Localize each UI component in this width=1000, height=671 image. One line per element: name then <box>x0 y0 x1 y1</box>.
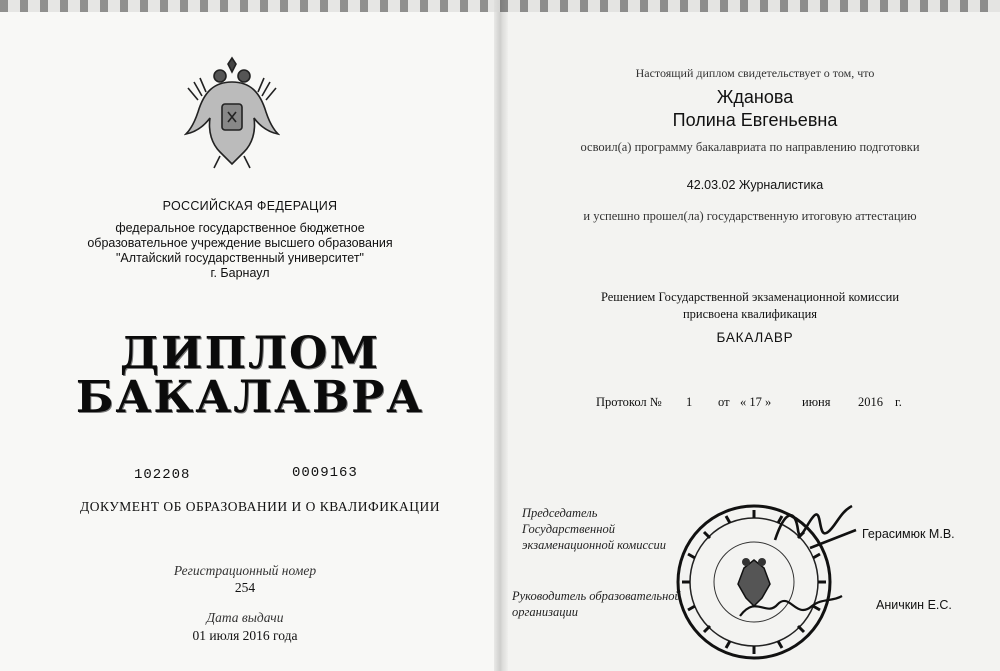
commission-decision <box>530 289 970 323</box>
coat-of-arms-icon <box>184 52 280 172</box>
graduate-surname: Жданова <box>716 87 794 107</box>
head-title <box>512 588 681 620</box>
institution-line: образовательное учреждение высшего образования <box>87 236 393 250</box>
country-name: РОССИЙСКАЯ ФЕДЕРАЦИЯ <box>162 199 338 213</box>
protocol-day: « 17 » <box>740 395 772 409</box>
book-fold <box>494 0 508 671</box>
chairman-title-line: Председатель <box>522 506 598 520</box>
qualification-title: БАКАЛАВР <box>716 330 794 345</box>
protocol-year: 2016 <box>858 395 883 409</box>
registration-number: 254 <box>234 580 256 595</box>
page-top-edge <box>0 0 1000 12</box>
serial-number: 0009163 <box>292 465 358 481</box>
chairman-title <box>522 505 666 553</box>
serial-prefix: 102208 <box>134 467 191 483</box>
protocol-from: от <box>718 395 730 409</box>
decision-line: Решением Государственной экзаменационной комиссии <box>600 290 900 304</box>
program-statement: освоил(а) программу бакалавриата по направлению подготовки <box>580 140 920 154</box>
head-name: Аничкин Е.С. <box>876 598 952 612</box>
head-title-line: Руководитель образовательной <box>512 589 681 603</box>
institution-line: "Алтайский государственный университет" <box>116 251 364 265</box>
protocol-label: Протокол № <box>596 395 662 409</box>
issue-date: 01 июля 2016 года <box>192 628 298 643</box>
head-signature-icon <box>736 588 846 628</box>
institution-line: федеральное государственное бюджетное <box>115 221 365 235</box>
document-type: ДОКУМЕНТ ОБ ОБРАЗОВАНИИ И О КВАЛИФИКАЦИИ <box>80 499 440 514</box>
diploma-title: ДИПЛОМ <box>119 328 381 379</box>
diploma-title-subtitle: БАКАЛАВРА <box>75 372 425 423</box>
attestation-statement: и успешно прошел(ла) государственную итоговую аттестацию <box>583 209 917 223</box>
issue-date-label: Дата выдачи <box>206 610 284 625</box>
chairman-signature-icon <box>770 500 860 555</box>
certification-intro: Настоящий диплом свидетельствует о том, что <box>635 66 875 80</box>
protocol-month: июня <box>802 395 831 409</box>
protocol-year-suffix: г. <box>895 395 902 409</box>
program-code-name: 42.03.02 Журналистика <box>686 178 824 192</box>
graduate-given-names: Полина Евгеньевна <box>672 110 838 130</box>
protocol-number: 1 <box>686 395 693 409</box>
chairman-title-line: экзаменационной комиссии <box>522 538 667 552</box>
decision-line: присвоена квалификация <box>682 307 818 321</box>
registration-label: Регистрационный номер <box>173 563 317 578</box>
chairman-name: Герасимюк М.В. <box>862 527 955 541</box>
institution-name <box>70 221 410 281</box>
institution-city: г. Барнаул <box>210 266 270 280</box>
head-title-line: организации <box>512 605 578 619</box>
chairman-title-line: Государственной <box>522 522 615 536</box>
